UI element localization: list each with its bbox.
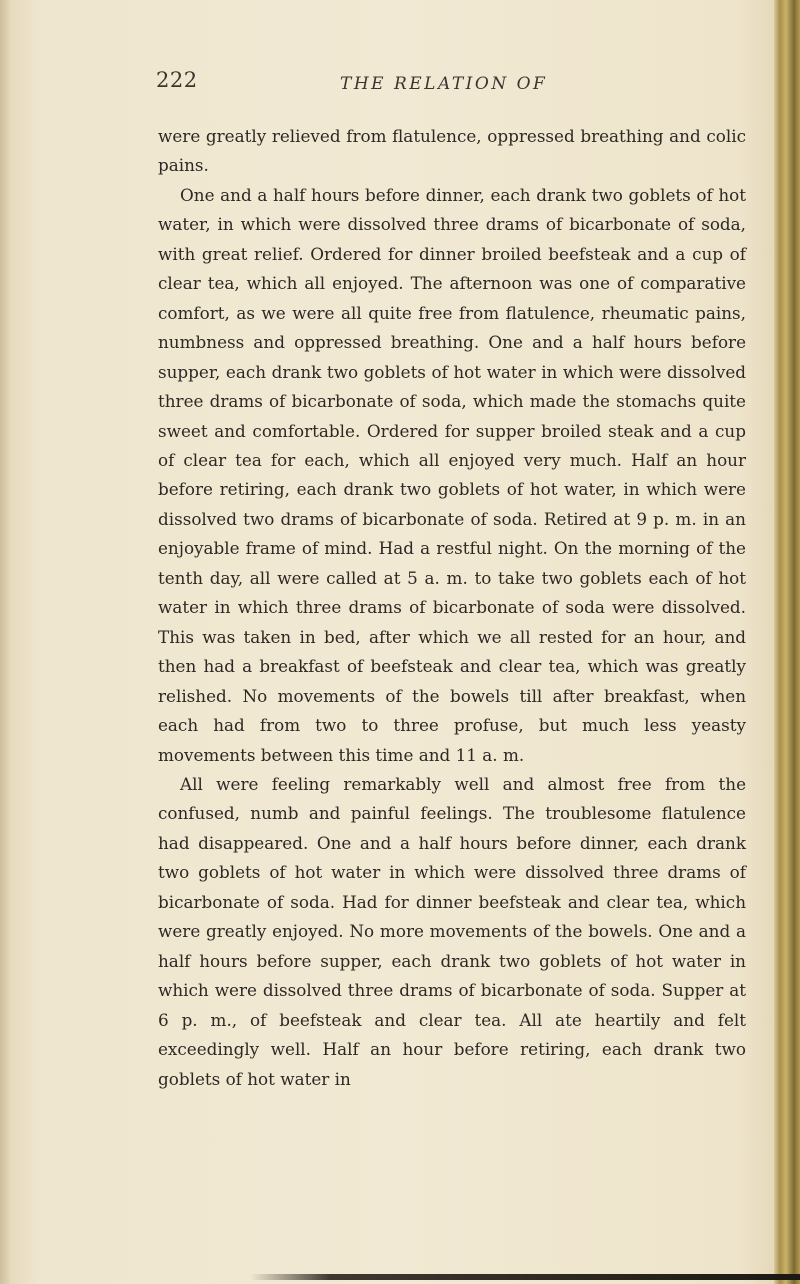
paragraph: One and a half hours before dinner, each drank two goblets of hot water, in which were dissolved three drams of bicarbonate of soda, with great relief. Ordered for dinner broiled beefsteak and a cup of clear tea, which all enjoyed. The afternoon was one of comparative comfort, as we were all quite free from flatulence, rheumatic pains, numbness and oppressed breathing. One and a half hours before supper, each drank two goblets of hot water in which were dissolved three drams of bicarbonate of soda, which made the stomachs quite sweet and comfortable. Ordered for supper broiled steak and a cup of clear tea for each, which all enjoyed very much. Half an hour before retiring, each drank two goblets of hot water, in which were dissolved two drams of bicarbonate of soda. Retired at 9 p. m. in an enjoyable frame of mind. Had a restful night. On the morning of the tenth day, all were called at 5 a. m. to take two goblets each of hot water in which three drams of bicarbonate of soda were dissolved. This was taken in bed, after which we all rested for an hour, and then had a breakfast of beefsteak and clear tea, which was greatly relished. No movements of the bowels till after breakfast, when each had from two to three profuse, but much less yeasty movements between this time and 11 a. m. <box>158 184 746 765</box>
running-head: THE RELATION OF <box>340 74 548 94</box>
page-number: 222 <box>156 68 198 92</box>
paragraph-continuation: were greatly relieved from flatulence, oppressed breathing and colic pains. <box>158 126 746 176</box>
page-gutter-shadow <box>0 0 10 1284</box>
page-bottom-rule <box>250 1274 800 1280</box>
paragraph: All were feeling remarkably well and almost free from the confused, numb and painful feelings. The troublesome flatulence had disappeared. One and a half hours before dinner, each drank two goblets of hot water in which were dissolved three drams of bicarbonate of soda. Had for dinner beefsteak and clear tea, which were greatly enjoyed. No more movements of the bowels. One and a half hours before supper, each drank two goblets of hot water in which were dissolved three drams of bicarbonate of soda. Supper at 6 p. m., of beefsteak and clear tea. All ate heartily and felt exceedingly well. Half an hour before retiring, each drank two goblets of hot water in <box>158 773 746 1089</box>
book-edge <box>774 0 800 1284</box>
body-text <box>158 122 746 1094</box>
